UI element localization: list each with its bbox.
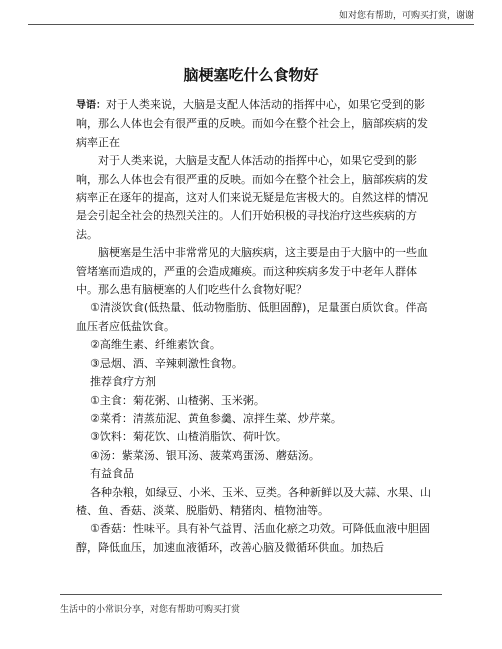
- food-item: ①香菇：性味平。具有补气益胃、活血化瘀之功效。可降低血液中胆固醇，降低血压，加速血液循环，改善心脑及微循环供血。加热后: [76, 522, 430, 554]
- recipe-item: ②菜肴：清蒸茄泥、黄鱼参羹、凉拌生菜、炒芹菜。: [90, 411, 342, 425]
- foods-heading: 有益食品: [90, 467, 134, 481]
- lead-paragraph: [76, 96, 432, 152]
- recipe-item: ③饮料：菊花饮、山楂消脂饮、荷叶饮。: [90, 430, 287, 444]
- recipe-item: ④汤：紫菜汤、银耳汤、菠菜鸡蛋汤、蘑菇汤。: [90, 448, 320, 462]
- lead-label: 导语：: [76, 100, 106, 111]
- lead-text: 对于人类来说，大脑是支配人体活动的指挥中心，如果它受到的影响，那么人体也会有很严重的反映。而如今在整个社会上，脑部疾病的发病率正在: [76, 98, 428, 149]
- footer-divider: [60, 594, 442, 595]
- header-divider: [28, 24, 474, 25]
- diet-principle-item: ③忌烟、酒、辛辣刺激性食物。: [90, 356, 243, 370]
- body-paragraph: 脑梗塞是生活中非常常见的大脑疾病，这主要是由于大脑中的一些血管堵塞而造成的，严重的会造成瘫痪。而这种疾病多发于中老年人群体中。那么患有脑梗塞的人们吃些什么食物好呢？: [76, 246, 428, 297]
- body-paragraph: 对于人类来说，大脑是支配人体活动的指挥中心，如果它受到的影响，那么人体也会有很严重的反映。而如今在整个社会上，脑部疾病的发病率正在逐年的提高，这对人们来说无疑是危害极大的。自然这样的情况是会引起全社会的热烈关注的。人们开始积极的寻找治疗这些疾病的方法。: [76, 154, 428, 241]
- footer-note: 生活中的小常识分享，对您有帮助可购买打赏: [60, 605, 241, 615]
- foods-intro: 各种杂粮，如绿豆、小米、玉米、豆类。各种新鲜以及大蒜、水果、山楂、鱼、香菇、淡菜、脱脂奶、精猪肉、植物油等。: [76, 485, 431, 517]
- recipes-heading: 推荐食疗方剂: [90, 375, 156, 389]
- document-title: 脑梗塞吃什么食物好: [183, 66, 319, 84]
- document-body: [76, 96, 432, 584]
- header-note: 如对您有帮助，可购买打赏，谢谢: [338, 11, 474, 21]
- diet-principle-item: ②高维生素、纤维素饮食。: [90, 338, 221, 352]
- recipe-item: ①主食：菊花粥、山楂粥、玉米粥。: [90, 393, 265, 407]
- diet-principle-item: ①清淡饮食(低热量、低动物脂肪、低胆固醇)，足量蛋白质饮食。伴高血压者应低盐饮食。: [76, 301, 428, 333]
